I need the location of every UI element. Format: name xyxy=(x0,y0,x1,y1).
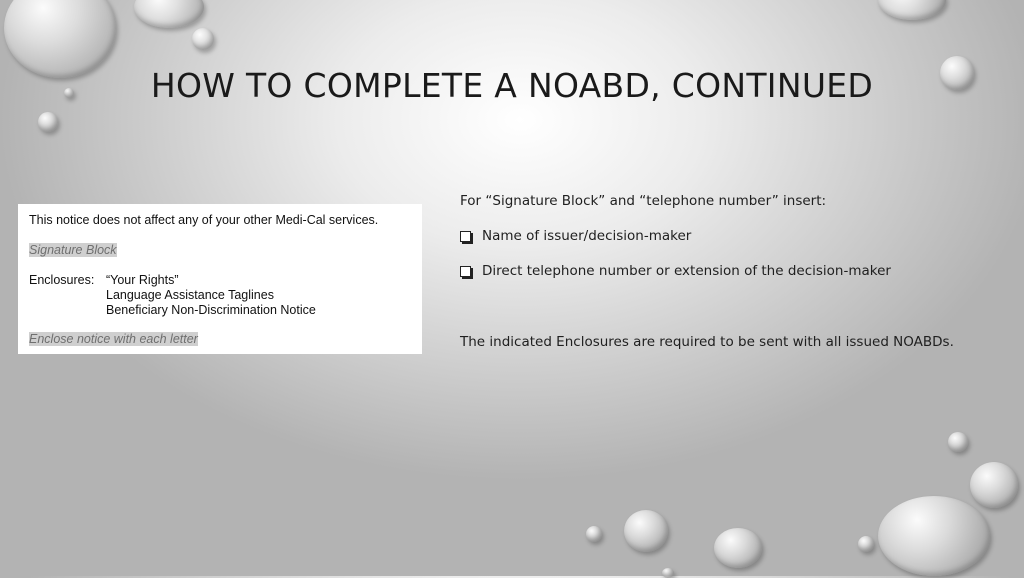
water-droplet-decoration xyxy=(192,28,214,50)
water-droplet-decoration xyxy=(586,526,602,542)
water-droplet-decoration xyxy=(714,528,762,568)
water-droplet-decoration xyxy=(878,496,990,576)
enclosure-item: “Your Rights” xyxy=(106,273,179,287)
water-droplet-decoration xyxy=(624,510,668,552)
checkbox-bullet-icon xyxy=(460,266,471,277)
water-droplet-decoration xyxy=(662,568,674,578)
enclosures-label: Enclosures: xyxy=(29,273,95,287)
bullet-text: Name of issuer/decision-maker xyxy=(482,228,692,244)
instructions-intro: For “Signature Block” and “telephone number” insert: xyxy=(460,193,827,209)
water-droplet-decoration xyxy=(134,0,204,28)
water-droplet-decoration xyxy=(38,112,58,132)
signature-block-placeholder: Signature Block xyxy=(29,243,117,257)
enclosure-item: Language Assistance Taglines xyxy=(106,288,274,302)
instruction-bullet xyxy=(460,228,691,244)
enclose-notice-note: Enclose notice with each letter xyxy=(29,332,198,346)
water-droplet-decoration xyxy=(970,462,1018,508)
slide-title: HOW TO COMPLETE A NOABD, CONTINUED xyxy=(150,66,874,105)
notice-line: This notice does not affect any of your other Medi-Cal services. xyxy=(29,213,379,227)
water-droplet-decoration xyxy=(878,0,946,20)
bullet-text: Direct telephone number or extension of the decision-maker xyxy=(482,263,891,279)
enclosures-requirement-note: The indicated Enclosures are required to be sent with all issued NOABDs. xyxy=(460,334,954,350)
enclosure-item: Beneficiary Non-Discrimination Notice xyxy=(106,303,316,317)
notice-excerpt-image xyxy=(18,204,422,354)
water-droplet-decoration xyxy=(858,536,874,552)
instruction-bullet xyxy=(460,263,891,279)
checkbox-bullet-icon xyxy=(460,231,471,242)
water-droplet-decoration xyxy=(948,432,968,452)
